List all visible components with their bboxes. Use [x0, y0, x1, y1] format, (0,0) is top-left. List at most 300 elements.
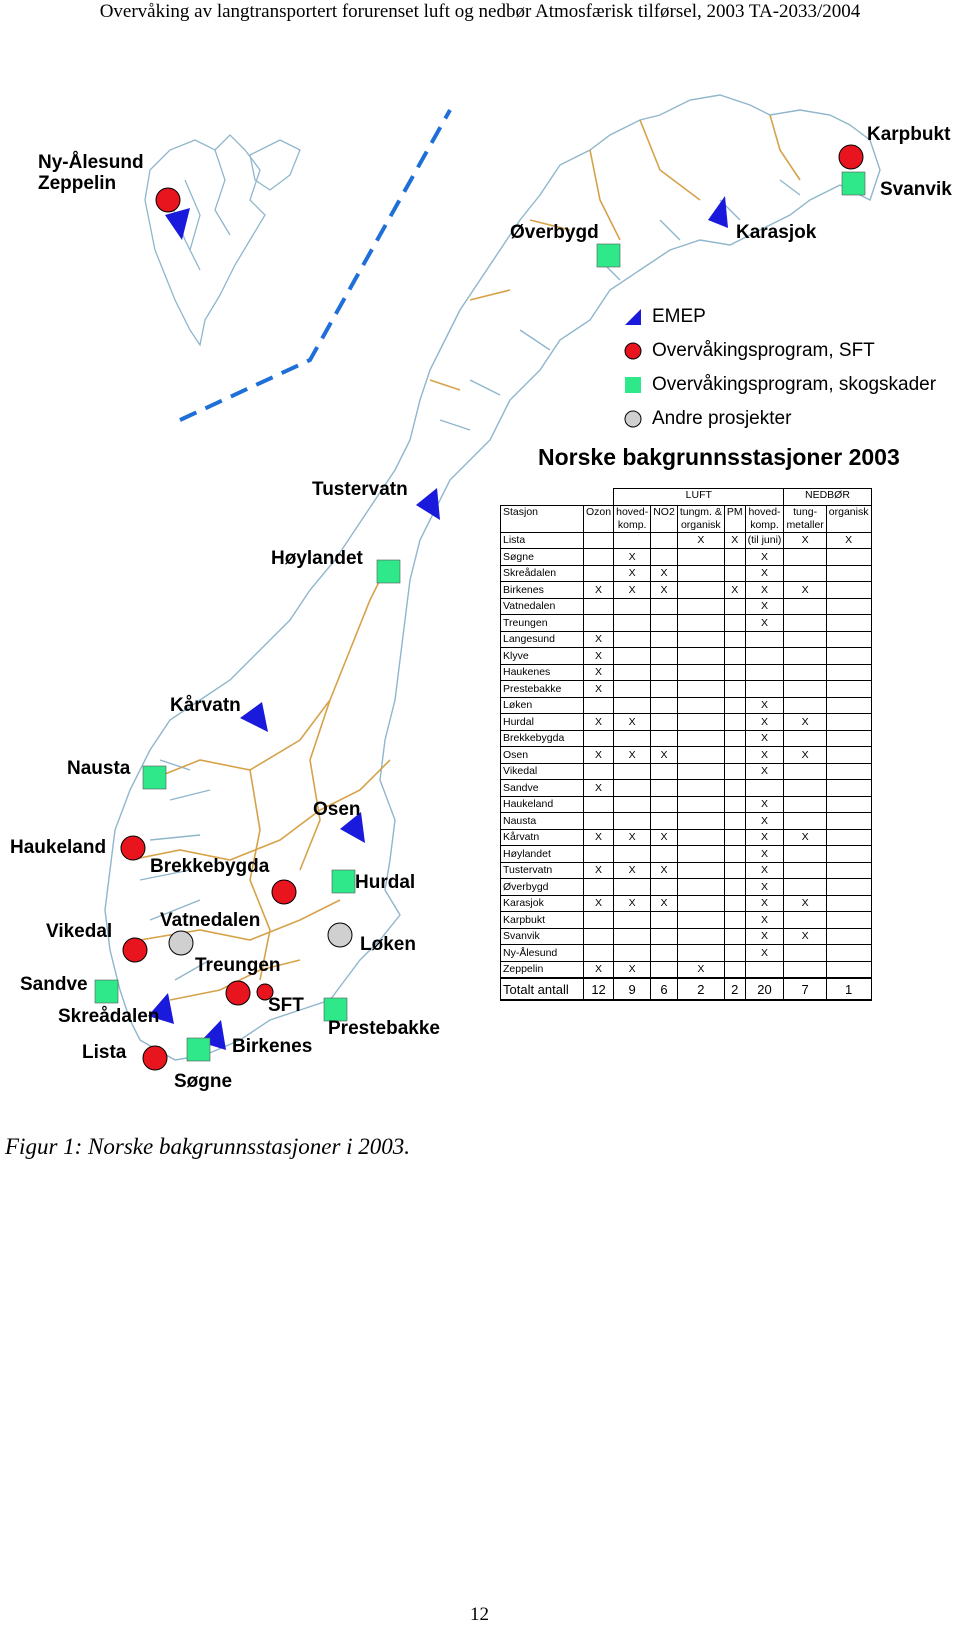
table-cell: X [651, 895, 678, 912]
table-row [501, 763, 872, 780]
station-name-cell: Ny-Ålesund [501, 945, 584, 962]
table-cell [826, 582, 871, 599]
table-cell [745, 664, 784, 681]
table-cell [784, 565, 826, 582]
label-prestebakke: Prestebakke [328, 1018, 440, 1039]
table-cell [614, 631, 651, 648]
station-name-cell: Zeppelin [501, 961, 584, 978]
table-cell [614, 664, 651, 681]
table-cell [614, 615, 651, 632]
table-cell [651, 631, 678, 648]
station-name-cell: Sandve [501, 780, 584, 797]
table-cell: X [745, 763, 784, 780]
table-cell [826, 714, 871, 731]
label-osen: Osen [313, 799, 361, 820]
table-cell [614, 780, 651, 797]
station-name-cell: Vatnedalen [501, 598, 584, 615]
table-cell: X [745, 615, 784, 632]
column-header-line1: Stasjon [503, 505, 539, 518]
label-birkenes: Birkenes [232, 1036, 313, 1057]
table-cell [724, 747, 745, 764]
table-cell [614, 912, 651, 929]
table-row [501, 945, 872, 962]
station-name-cell: Birkenes [501, 582, 584, 599]
table-cell [584, 928, 614, 945]
table-cell [651, 697, 678, 714]
table-cell [826, 895, 871, 912]
table-row [501, 780, 872, 797]
table-cell: X [745, 945, 784, 962]
table-cell: X [677, 961, 724, 978]
total-label-cell: Totalt antall [501, 978, 584, 1000]
table-cell [584, 598, 614, 615]
table-cell [651, 615, 678, 632]
table-cell [584, 549, 614, 566]
column-header [651, 505, 678, 532]
table-cell [651, 846, 678, 863]
table-cell [677, 565, 724, 582]
sft-marker-brekkebygda [272, 880, 296, 904]
table-cell [614, 697, 651, 714]
group-header-luft: LUFT [614, 489, 784, 506]
red-circle-icon [624, 342, 642, 360]
table-cell: X [614, 961, 651, 978]
table-cell [651, 763, 678, 780]
table-row [501, 813, 872, 830]
station-name-cell: Kårvatn [501, 829, 584, 846]
table-row [501, 582, 872, 599]
table-cell [826, 664, 871, 681]
table-cell [677, 615, 724, 632]
table-cell [724, 846, 745, 863]
total-cell: 9 [614, 978, 651, 1000]
table-cell: X [724, 532, 745, 549]
table-cell: X [784, 532, 826, 549]
table-cell: X [745, 747, 784, 764]
table-cell: X [651, 862, 678, 879]
table-cell [724, 862, 745, 879]
group-header-nedbor: NEDBØR [784, 489, 871, 506]
station-name-cell: Lista [501, 532, 584, 549]
table-cell [651, 681, 678, 698]
table-cell [784, 945, 826, 962]
table-cell [724, 879, 745, 896]
table-cell [826, 648, 871, 665]
table-cell [826, 862, 871, 879]
column-header [784, 505, 826, 532]
label-vatnedalen: Vatnedalen [160, 910, 261, 931]
sft-marker-ny-alesund [156, 188, 180, 212]
grey-circle-icon [624, 410, 642, 428]
table-cell [677, 648, 724, 665]
total-cell: 2 [677, 978, 724, 1000]
running-header: Overvåking av langtransportert forurenset luft og nedbør Atmosfærisk tilførsel, 2003 TA-2033/2004 [99, 1, 861, 22]
table-cell [826, 829, 871, 846]
table-cell [784, 681, 826, 698]
table-cell [677, 631, 724, 648]
label-tustervatn: Tustervatn [312, 479, 408, 500]
table-cell: X [584, 681, 614, 698]
table-row [501, 714, 872, 731]
table-cell: X [745, 697, 784, 714]
label-sandve: Sandve [20, 974, 88, 995]
table-cell [784, 796, 826, 813]
table-cell: X [745, 813, 784, 830]
total-cell: 20 [745, 978, 784, 1000]
table-cell: X [584, 714, 614, 731]
table-cell: X [614, 565, 651, 582]
table-cell [651, 780, 678, 797]
station-name-cell: Løken [501, 697, 584, 714]
table-cell [614, 532, 651, 549]
total-cell: 12 [584, 978, 614, 1000]
station-name-cell: Nausta [501, 813, 584, 830]
table-cell [826, 796, 871, 813]
station-name-cell: Klyve [501, 648, 584, 665]
forest-marker-sandve [95, 980, 118, 1003]
table-cell: X [614, 582, 651, 599]
table-cell: X [745, 730, 784, 747]
table-row [501, 829, 872, 846]
table-cell [724, 945, 745, 962]
station-name-cell: Brekkebygda [501, 730, 584, 747]
station-name-cell: Prestebakke [501, 681, 584, 698]
station-name-cell: Øverbygd [501, 879, 584, 896]
table-cell: X [745, 796, 784, 813]
table-row [501, 631, 872, 648]
forest-marker-sogne [187, 1038, 210, 1061]
table-cell [677, 796, 724, 813]
table-cell [651, 879, 678, 896]
table-cell [784, 648, 826, 665]
column-header [584, 505, 614, 532]
table-cell: X [784, 747, 826, 764]
label-zeppelin: Zeppelin [38, 173, 117, 194]
table-column-header [501, 505, 872, 532]
column-header [501, 505, 584, 532]
label-vikedal: Vikedal [46, 921, 113, 942]
table-cell [677, 895, 724, 912]
table-cell [784, 813, 826, 830]
table-row [501, 648, 872, 665]
total-cell: 7 [784, 978, 826, 1000]
table-cell [724, 928, 745, 945]
table-cell [826, 961, 871, 978]
table-row [501, 681, 872, 698]
sft-marker-karpbukt [839, 145, 863, 169]
table-cell: X [584, 961, 614, 978]
table-row [501, 862, 872, 879]
table-cell [584, 532, 614, 549]
table-cell [614, 796, 651, 813]
table-row [501, 879, 872, 896]
emep-marker-karasjok [708, 196, 728, 228]
table-cell [826, 912, 871, 929]
green-square-icon [624, 376, 642, 394]
table-cell: X [784, 928, 826, 945]
table-cell [651, 961, 678, 978]
table-cell [677, 730, 724, 747]
table-cell [784, 912, 826, 929]
table-cell: X [584, 648, 614, 665]
station-name-cell: Tustervatn [501, 862, 584, 879]
label-karasjok: Karasjok [736, 222, 817, 243]
table-cell [677, 582, 724, 599]
table-cell [677, 912, 724, 929]
table-cell [784, 598, 826, 615]
column-header-line1: NO2 [653, 505, 675, 518]
table-cell [826, 763, 871, 780]
column-header [826, 505, 871, 532]
column-header-line2: organisk [680, 518, 721, 531]
table-cell: X [745, 714, 784, 731]
blue-triangle-icon [624, 308, 642, 326]
table-cell [784, 961, 826, 978]
table-cell [826, 928, 871, 945]
table-cell [724, 813, 745, 830]
column-header [614, 505, 651, 532]
table-cell: X [724, 582, 745, 599]
table-row [501, 928, 872, 945]
table-cell [651, 912, 678, 929]
label-nausta: Nausta [67, 758, 131, 779]
label-skreadalen: Skreådalen [58, 1006, 160, 1027]
figure-caption: Figur 1: Norske bakgrunnsstasjoner i 2003. [5, 1134, 411, 1159]
total-cell: 6 [651, 978, 678, 1000]
table-cell [677, 763, 724, 780]
table-row [501, 895, 872, 912]
table-cell [651, 598, 678, 615]
table-cell [724, 714, 745, 731]
table-cell: X [745, 565, 784, 582]
label-karvatn: Kårvatn [170, 695, 241, 716]
table-cell [826, 945, 871, 962]
table-cell: X [651, 829, 678, 846]
table-cell [614, 730, 651, 747]
total-cell: 2 [724, 978, 745, 1000]
table-cell [826, 549, 871, 566]
table-row [501, 961, 872, 978]
page-number: 12 [470, 1604, 489, 1625]
forest-marker-hoylandet [377, 560, 400, 583]
column-header-line1: tung- [793, 505, 818, 518]
table-cell: X [584, 747, 614, 764]
table-cell [651, 928, 678, 945]
table-cell [677, 664, 724, 681]
column-header [677, 505, 724, 532]
table-cell: X [745, 582, 784, 599]
sft-marker-lista [143, 1046, 167, 1070]
table-cell [614, 879, 651, 896]
legend-item-other: Andre prosjekter [622, 405, 936, 439]
column-header-line1: organisk [828, 505, 869, 518]
label-hurdal: Hurdal [355, 872, 416, 893]
label-sogne: Søgne [174, 1071, 233, 1092]
table-cell: X [784, 895, 826, 912]
table-cell [614, 763, 651, 780]
table-cell [584, 763, 614, 780]
label-lista: Lista [82, 1042, 127, 1063]
table-cell: X [745, 598, 784, 615]
table-cell [584, 945, 614, 962]
table-cell [724, 664, 745, 681]
svalbard-outline [145, 135, 300, 345]
table-cell [677, 829, 724, 846]
table-cell [677, 681, 724, 698]
table-cell [826, 879, 871, 896]
table-cell [826, 747, 871, 764]
table-row [501, 664, 872, 681]
table-cell [784, 862, 826, 879]
table-cell: X [745, 928, 784, 945]
table-cell [724, 648, 745, 665]
station-name-cell: Hurdal [501, 714, 584, 731]
table-cell [724, 549, 745, 566]
table-cell: X [651, 582, 678, 599]
table-cell [584, 879, 614, 896]
table-cell [614, 846, 651, 863]
table-row [501, 796, 872, 813]
table-cell: X [584, 895, 614, 912]
table-cell: X [614, 714, 651, 731]
table-total-row [501, 978, 872, 1000]
table-cell: X [584, 631, 614, 648]
station-name-cell: Skreådalen [501, 565, 584, 582]
table-cell: X [745, 829, 784, 846]
table-cell [677, 928, 724, 945]
table-cell: X [614, 895, 651, 912]
table-cell [826, 615, 871, 632]
station-name-cell: Høylandet [501, 846, 584, 863]
table-cell [724, 796, 745, 813]
table-cell: X [614, 549, 651, 566]
table-cell [614, 648, 651, 665]
legend-item-sft: Overvåkingsprogram, SFT [622, 337, 936, 371]
label-haukeland: Haukeland [10, 837, 107, 858]
station-name-cell: Karasjok [501, 895, 584, 912]
table-cell [784, 549, 826, 566]
table-cell [724, 631, 745, 648]
column-header-line1: hoved- [616, 505, 649, 518]
table-cell [724, 615, 745, 632]
table-cell: X [745, 846, 784, 863]
table-cell [784, 879, 826, 896]
column-header-line2: metaller [786, 518, 824, 531]
label-overbygd: Øverbygd [510, 222, 599, 243]
table-cell: X [584, 664, 614, 681]
table-cell: X [784, 829, 826, 846]
column-header [745, 505, 784, 532]
label-hoylandet: Høylandet [271, 548, 363, 569]
table-cell: X [745, 862, 784, 879]
table-cell [745, 961, 784, 978]
emep-marker-karvatn [240, 702, 268, 732]
table-cell [614, 945, 651, 962]
column-header-line1: PM [726, 505, 743, 518]
table-cell [784, 846, 826, 863]
label-treungen: Treungen [195, 955, 281, 976]
table-cell [584, 730, 614, 747]
forest-marker-hurdal [332, 870, 355, 893]
table-cell [584, 697, 614, 714]
table-cell [826, 697, 871, 714]
table-cell [651, 532, 678, 549]
table-cell [677, 549, 724, 566]
table-cell [614, 928, 651, 945]
table-cell: X [584, 862, 614, 879]
column-header-line1: hoved- [748, 505, 781, 518]
table-cell: X [784, 714, 826, 731]
table-cell [724, 598, 745, 615]
label-svanvik: Svanvik [880, 179, 952, 200]
table-cell: X [614, 747, 651, 764]
table-cell [614, 681, 651, 698]
table-cell [614, 598, 651, 615]
table-cell [614, 813, 651, 830]
table-row [501, 549, 872, 566]
forest-marker-overbygd [597, 244, 620, 267]
table-cell [826, 780, 871, 797]
boundary-dashed-line [180, 110, 450, 420]
table-cell [677, 945, 724, 962]
table-cell: X [651, 565, 678, 582]
label-brekkebygda: Brekkebygda [150, 856, 270, 877]
station-name-cell: Karpbukt [501, 912, 584, 929]
table-title: Norske bakgrunnsstasjoner 2003 [538, 444, 900, 470]
sft-marker-treungen [226, 981, 250, 1005]
table-cell [584, 796, 614, 813]
table-row [501, 598, 872, 615]
column-header-line1: tungm. & [679, 505, 722, 518]
table-cell: X [614, 862, 651, 879]
label-ny-alesund: Ny-Ålesund [38, 152, 144, 173]
column-header [724, 505, 745, 532]
forest-marker-nausta [143, 766, 166, 789]
table-cell [724, 780, 745, 797]
other-marker-loken [328, 923, 352, 947]
table-cell [651, 714, 678, 731]
table-cell: X [745, 912, 784, 929]
table-cell [677, 862, 724, 879]
table-cell: X [584, 780, 614, 797]
station-table [500, 488, 872, 1001]
station-name-cell: Vikedal [501, 763, 584, 780]
table-cell: X [745, 879, 784, 896]
table-cell: X [784, 582, 826, 599]
table-cell [724, 697, 745, 714]
table-cell [826, 631, 871, 648]
map-legend [622, 303, 936, 439]
station-name-cell: Langesund [501, 631, 584, 648]
table-cell [724, 681, 745, 698]
table-row [501, 747, 872, 764]
table-cell [784, 615, 826, 632]
station-name-cell: Treungen [501, 615, 584, 632]
table-row [501, 532, 872, 549]
column-header-line2: komp. [617, 518, 647, 531]
station-name-cell: Osen [501, 747, 584, 764]
table-cell [826, 565, 871, 582]
table-cell [651, 945, 678, 962]
station-name-cell: Haukenes [501, 664, 584, 681]
label-karpbukt: Karpbukt [867, 124, 951, 145]
station-name-cell: Svanvik [501, 928, 584, 945]
table-cell [651, 796, 678, 813]
table-row [501, 565, 872, 582]
table-cell [724, 763, 745, 780]
table-cell [826, 681, 871, 698]
table-row [501, 697, 872, 714]
